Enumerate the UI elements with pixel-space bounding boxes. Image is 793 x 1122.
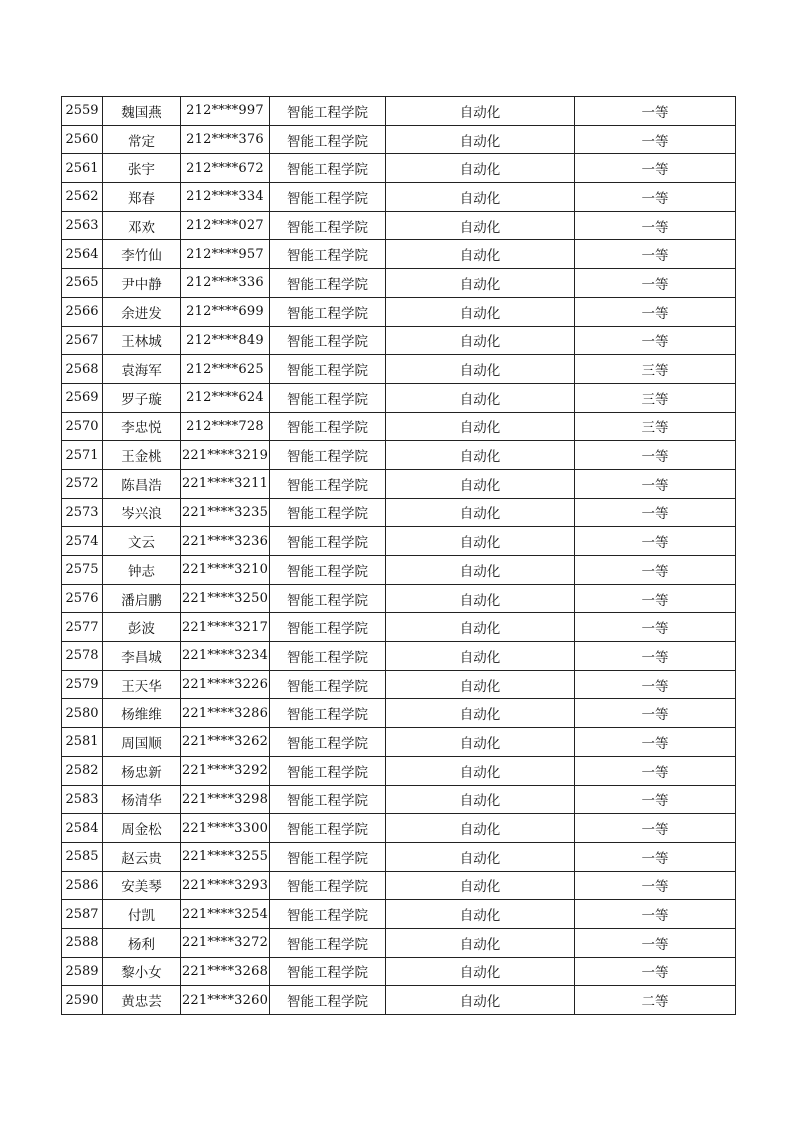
row-number-cell: 2565 [62,269,103,298]
college-cell: 智能工程学院 [270,584,386,613]
college-cell: 智能工程学院 [270,211,386,240]
row-number-cell: 2578 [62,642,103,671]
table-row [62,527,736,556]
student-id-cell: 221****3254 [181,900,270,929]
student-name-cell: 尹中静 [103,269,181,298]
award-grade-cell: 三等 [575,412,736,441]
college-cell: 智能工程学院 [270,240,386,269]
student-id-cell: 221****3300 [181,814,270,843]
table-row [62,355,736,384]
student-name-cell: 文云 [103,527,181,556]
award-table-body [62,97,736,1015]
award-grade-cell: 一等 [575,584,736,613]
college-cell: 智能工程学院 [270,642,386,671]
award-grade-cell: 一等 [575,297,736,326]
student-name-cell: 王天华 [103,670,181,699]
college-cell: 智能工程学院 [270,613,386,642]
college-cell: 智能工程学院 [270,326,386,355]
row-number-cell: 2588 [62,928,103,957]
major-cell: 自动化 [386,842,575,871]
major-cell: 自动化 [386,756,575,785]
major-cell: 自动化 [386,183,575,212]
major-cell: 自动化 [386,527,575,556]
award-grade-cell: 一等 [575,842,736,871]
major-cell: 自动化 [386,97,575,126]
row-number-cell: 2561 [62,154,103,183]
award-grade-cell: 三等 [575,355,736,384]
row-number-cell: 2586 [62,871,103,900]
college-cell: 智能工程学院 [270,842,386,871]
major-cell: 自动化 [386,871,575,900]
college-cell: 智能工程学院 [270,412,386,441]
table-row [62,756,736,785]
row-number-cell: 2580 [62,699,103,728]
student-id-cell: 221****3236 [181,527,270,556]
award-grade-cell: 一等 [575,441,736,470]
student-id-cell: 221****3226 [181,670,270,699]
major-cell: 自动化 [386,269,575,298]
table-row [62,785,736,814]
row-number-cell: 2574 [62,527,103,556]
college-cell: 智能工程学院 [270,469,386,498]
row-number-cell: 2567 [62,326,103,355]
row-number-cell: 2581 [62,728,103,757]
row-number-cell: 2584 [62,814,103,843]
row-number-cell: 2583 [62,785,103,814]
student-name-cell: 袁海军 [103,355,181,384]
major-cell: 自动化 [386,584,575,613]
row-number-cell: 2582 [62,756,103,785]
student-name-cell: 杨忠新 [103,756,181,785]
award-grade-cell: 一等 [575,928,736,957]
row-number-cell: 2568 [62,355,103,384]
student-id-cell: 212****624 [181,383,270,412]
student-id-cell: 221****3217 [181,613,270,642]
student-id-cell: 221****3234 [181,642,270,671]
row-number-cell: 2569 [62,383,103,412]
student-id-cell: 221****3292 [181,756,270,785]
table-row [62,842,736,871]
college-cell: 智能工程学院 [270,871,386,900]
major-cell: 自动化 [386,670,575,699]
student-id-cell: 212****849 [181,326,270,355]
award-grade-cell: 一等 [575,900,736,929]
college-cell: 智能工程学院 [270,699,386,728]
college-cell: 智能工程学院 [270,556,386,585]
table-row [62,269,736,298]
student-name-cell: 李昌城 [103,642,181,671]
award-grade-cell: 一等 [575,957,736,986]
row-number-cell: 2562 [62,183,103,212]
student-id-cell: 212****334 [181,183,270,212]
award-grade-cell: 一等 [575,814,736,843]
row-number-cell: 2564 [62,240,103,269]
student-id-cell: 221****3235 [181,498,270,527]
student-name-cell: 郑春 [103,183,181,212]
student-name-cell: 岑兴浪 [103,498,181,527]
award-grade-cell: 一等 [575,154,736,183]
table-row [62,498,736,527]
student-name-cell: 付凯 [103,900,181,929]
college-cell: 智能工程学院 [270,297,386,326]
student-id-cell: 221****3293 [181,871,270,900]
award-grade-cell: 一等 [575,556,736,585]
award-grade-cell: 三等 [575,383,736,412]
major-cell: 自动化 [386,642,575,671]
table-row [62,928,736,957]
award-grade-cell: 一等 [575,699,736,728]
major-cell: 自动化 [386,814,575,843]
major-cell: 自动化 [386,613,575,642]
table-row [62,469,736,498]
major-cell: 自动化 [386,154,575,183]
award-list-sheet [61,96,733,1015]
row-number-cell: 2573 [62,498,103,527]
student-name-cell: 王林城 [103,326,181,355]
table-row [62,556,736,585]
table-row [62,412,736,441]
college-cell: 智能工程学院 [270,125,386,154]
student-id-cell: 221****3211 [181,469,270,498]
table-row [62,728,736,757]
student-name-cell: 罗子璇 [103,383,181,412]
table-row [62,871,736,900]
row-number-cell: 2559 [62,97,103,126]
student-name-cell: 周金松 [103,814,181,843]
student-id-cell: 221****3255 [181,842,270,871]
table-row [62,584,736,613]
student-id-cell: 212****699 [181,297,270,326]
college-cell: 智能工程学院 [270,441,386,470]
major-cell: 自动化 [386,928,575,957]
student-name-cell: 黄忠芸 [103,986,181,1015]
student-name-cell: 杨清华 [103,785,181,814]
college-cell: 智能工程学院 [270,355,386,384]
student-name-cell: 陈昌浩 [103,469,181,498]
table-row [62,957,736,986]
award-grade-cell: 一等 [575,469,736,498]
student-id-cell: 221****3219 [181,441,270,470]
award-grade-cell: 一等 [575,183,736,212]
major-cell: 自动化 [386,297,575,326]
student-name-cell: 杨利 [103,928,181,957]
award-grade-cell: 二等 [575,986,736,1015]
major-cell: 自动化 [386,785,575,814]
student-name-cell: 王金桃 [103,441,181,470]
student-id-cell: 212****376 [181,125,270,154]
table-row [62,211,736,240]
college-cell: 智能工程学院 [270,670,386,699]
student-name-cell: 常定 [103,125,181,154]
major-cell: 自动化 [386,211,575,240]
student-id-cell: 212****728 [181,412,270,441]
student-name-cell: 李竹仙 [103,240,181,269]
row-number-cell: 2560 [62,125,103,154]
row-number-cell: 2570 [62,412,103,441]
major-cell: 自动化 [386,498,575,527]
row-number-cell: 2577 [62,613,103,642]
award-grade-cell: 一等 [575,785,736,814]
table-row [62,699,736,728]
college-cell: 智能工程学院 [270,527,386,556]
college-cell: 智能工程学院 [270,785,386,814]
college-cell: 智能工程学院 [270,269,386,298]
student-id-cell: 221****3286 [181,699,270,728]
major-cell: 自动化 [386,728,575,757]
major-cell: 自动化 [386,383,575,412]
major-cell: 自动化 [386,986,575,1015]
table-row [62,297,736,326]
table-row [62,642,736,671]
major-cell: 自动化 [386,957,575,986]
table-row [62,900,736,929]
row-number-cell: 2590 [62,986,103,1015]
major-cell: 自动化 [386,355,575,384]
student-name-cell: 余进发 [103,297,181,326]
row-number-cell: 2585 [62,842,103,871]
table-row [62,814,736,843]
college-cell: 智能工程学院 [270,928,386,957]
table-row [62,986,736,1015]
college-cell: 智能工程学院 [270,383,386,412]
student-id-cell: 212****625 [181,355,270,384]
college-cell: 智能工程学院 [270,900,386,929]
major-cell: 自动化 [386,699,575,728]
award-grade-cell: 一等 [575,642,736,671]
college-cell: 智能工程学院 [270,97,386,126]
student-name-cell: 魏国燕 [103,97,181,126]
student-id-cell: 212****672 [181,154,270,183]
college-cell: 智能工程学院 [270,183,386,212]
college-cell: 智能工程学院 [270,756,386,785]
student-name-cell: 周国顺 [103,728,181,757]
row-number-cell: 2566 [62,297,103,326]
table-row [62,613,736,642]
table-row [62,240,736,269]
student-id-cell: 221****3262 [181,728,270,757]
student-id-cell: 212****336 [181,269,270,298]
table-row [62,183,736,212]
major-cell: 自动化 [386,240,575,269]
major-cell: 自动化 [386,469,575,498]
major-cell: 自动化 [386,412,575,441]
college-cell: 智能工程学院 [270,986,386,1015]
student-id-cell: 221****3298 [181,785,270,814]
award-grade-cell: 一等 [575,125,736,154]
major-cell: 自动化 [386,125,575,154]
row-number-cell: 2575 [62,556,103,585]
student-id-cell: 212****997 [181,97,270,126]
award-grade-cell: 一等 [575,527,736,556]
award-grade-cell: 一等 [575,728,736,757]
student-name-cell: 安美琴 [103,871,181,900]
award-grade-cell: 一等 [575,211,736,240]
student-id-cell: 221****3210 [181,556,270,585]
student-name-cell: 杨维维 [103,699,181,728]
college-cell: 智能工程学院 [270,814,386,843]
award-grade-cell: 一等 [575,871,736,900]
award-grade-cell: 一等 [575,756,736,785]
major-cell: 自动化 [386,900,575,929]
table-row [62,97,736,126]
row-number-cell: 2587 [62,900,103,929]
row-number-cell: 2576 [62,584,103,613]
table-row [62,383,736,412]
row-number-cell: 2579 [62,670,103,699]
award-grade-cell: 一等 [575,326,736,355]
student-name-cell: 邓欢 [103,211,181,240]
student-name-cell: 钟志 [103,556,181,585]
table-row [62,670,736,699]
row-number-cell: 2589 [62,957,103,986]
student-name-cell: 彭波 [103,613,181,642]
award-grade-cell: 一等 [575,670,736,699]
table-row [62,154,736,183]
student-id-cell: 221****3272 [181,928,270,957]
award-grade-cell: 一等 [575,613,736,642]
student-name-cell: 黎小女 [103,957,181,986]
student-id-cell: 212****957 [181,240,270,269]
major-cell: 自动化 [386,441,575,470]
award-grade-cell: 一等 [575,269,736,298]
row-number-cell: 2563 [62,211,103,240]
student-name-cell: 张宇 [103,154,181,183]
major-cell: 自动化 [386,556,575,585]
award-grade-cell: 一等 [575,97,736,126]
major-cell: 自动化 [386,326,575,355]
row-number-cell: 2572 [62,469,103,498]
student-id-cell: 221****3260 [181,986,270,1015]
college-cell: 智能工程学院 [270,154,386,183]
table-row [62,441,736,470]
award-table [61,96,736,1015]
award-grade-cell: 一等 [575,498,736,527]
table-row [62,326,736,355]
student-name-cell: 潘启鹏 [103,584,181,613]
row-number-cell: 2571 [62,441,103,470]
table-row [62,125,736,154]
student-id-cell: 221****3250 [181,584,270,613]
award-grade-cell: 一等 [575,240,736,269]
college-cell: 智能工程学院 [270,957,386,986]
student-name-cell: 李忠悦 [103,412,181,441]
student-name-cell: 赵云贵 [103,842,181,871]
student-id-cell: 221****3268 [181,957,270,986]
college-cell: 智能工程学院 [270,498,386,527]
student-id-cell: 212****027 [181,211,270,240]
college-cell: 智能工程学院 [270,728,386,757]
